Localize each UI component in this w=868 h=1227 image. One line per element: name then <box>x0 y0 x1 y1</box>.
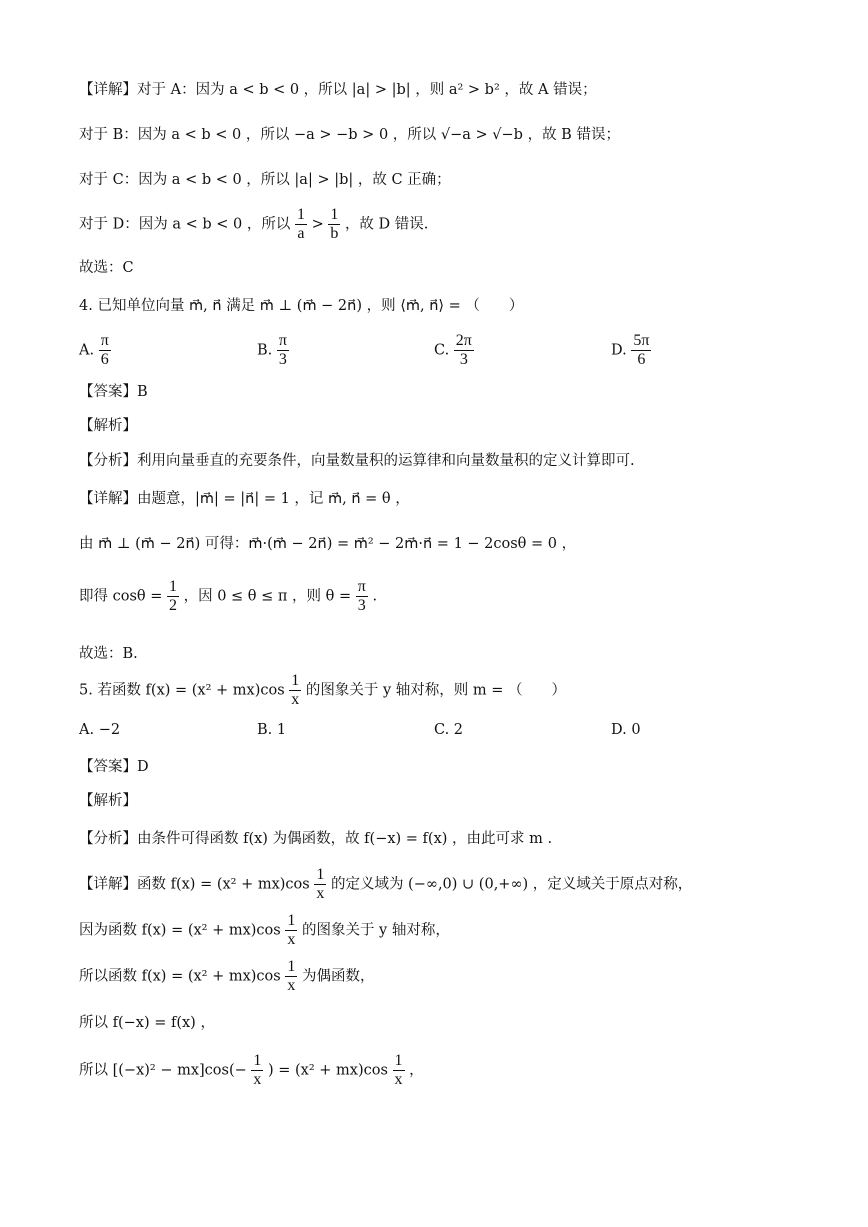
fraction-denominator: x <box>291 691 300 708</box>
detail-4c-suffix: . <box>372 588 378 605</box>
answer-5: 【答案】D <box>79 759 149 775</box>
fraction-one-half <box>167 578 179 615</box>
fraction-1-over-x <box>289 672 301 709</box>
question-5-prefix: 5. 若函数 f(x) = (x² + mx)cos <box>79 682 285 699</box>
fraction-numerator: π <box>357 578 366 595</box>
detail-4c <box>79 578 377 615</box>
detail-5a <box>79 866 692 903</box>
fraction-denominator: x <box>253 1071 262 1088</box>
option-fraction <box>454 332 474 369</box>
fraction-numerator: 1 <box>287 912 296 929</box>
detail-b: 对于 B：因为 a < b < 0 ，所以 −a > −b > 0 ，所以 √−a > √−b ，故 B 错误； <box>79 127 620 143</box>
question-5-suffix: 的图象关于 y 轴对称，则 m = （ ） <box>305 682 567 699</box>
option-label: B. <box>257 342 273 359</box>
detail-4c-prefix: 即得 cosθ = <box>79 588 163 605</box>
fraction-numerator: 1 <box>253 1052 262 1069</box>
fraction-1-over-a <box>295 206 307 243</box>
fraction-numerator: π <box>278 332 287 349</box>
fraction-numerator: 1 <box>330 206 339 223</box>
analysis-heading-5: 【解析】 <box>79 793 137 809</box>
detail-d-suffix: ，故 D 错误. <box>344 216 429 233</box>
option-4c <box>434 332 474 369</box>
fraction-denominator: 3 <box>278 351 287 368</box>
analysis-5: 【分析】由条件可得函数 f(x) 为偶函数，故 f(−x) = f(x) ，由此可求 m . <box>79 831 553 847</box>
detail-5c-prefix: 所以函数 f(x) = (x² + mx)cos <box>79 968 281 985</box>
detail-5b-suffix: 的图象关于 y 轴对称， <box>301 922 450 939</box>
fraction-denominator: b <box>330 225 339 242</box>
fraction-denominator: a <box>297 225 305 242</box>
fraction-denominator: 3 <box>357 597 366 614</box>
option-5a: A. −2 <box>79 722 121 738</box>
fraction-denominator: 6 <box>100 351 109 368</box>
option-4d <box>611 332 651 369</box>
detail-4a: 【详解】由题意，|m⃗| = |n⃗| = 1 ，记 m⃗, n⃗ = θ ， <box>79 491 410 507</box>
detail-c: 对于 C：因为 a < b < 0 ，所以 |a| > |b| ，故 C 正确； <box>79 172 451 188</box>
option-4a <box>79 332 111 369</box>
fraction-1-over-x <box>285 958 297 995</box>
fraction-denominator: x <box>394 1071 403 1088</box>
fraction-numerator: 1 <box>287 958 296 975</box>
fraction-1-over-x <box>285 912 297 949</box>
detail-5e-middle: ) = (x² + mx)cos <box>268 1062 388 1079</box>
option-5b: B. 1 <box>257 722 287 738</box>
detail-d-prefix: 对于 D：因为 a < b < 0 ，所以 <box>79 216 291 233</box>
detail-5b <box>79 912 450 949</box>
option-fraction <box>99 332 111 369</box>
option-5c: C. 2 <box>434 722 464 738</box>
fraction-denominator: x <box>316 885 325 902</box>
detail-5c <box>79 958 374 995</box>
analysis-4: 【分析】利用向量垂直的充要条件，向量数量积的运算律和向量数量积的定义计算即可. <box>79 453 635 469</box>
fraction-numerator: 5π <box>633 332 650 349</box>
detail-5c-suffix: 为偶函数， <box>301 968 375 985</box>
option-label: D. <box>611 342 627 359</box>
detail-4c-middle: ，因 0 ≤ θ ≤ π ，则 θ = <box>183 588 352 605</box>
fraction-denominator: x <box>287 977 296 994</box>
fraction-numerator: 1 <box>316 866 325 883</box>
choose-b: 故选：B. <box>79 646 138 662</box>
detail-5a-suffix: 的定义域为 (−∞,0) ∪ (0,+∞) ，定义域关于原点对称， <box>330 876 693 893</box>
fraction-1-over-x <box>393 1052 405 1089</box>
detail-5e-prefix: 所以 [(−x)² − mx]cos(− <box>79 1062 247 1079</box>
fraction-1-over-x <box>251 1052 263 1089</box>
fraction-numerator: 1 <box>296 206 305 223</box>
option-label: A. <box>79 342 95 359</box>
answer-4: 【答案】B <box>79 384 148 400</box>
fraction-1-over-x <box>314 866 326 903</box>
detail-4b: 由 m⃗ ⊥ (m⃗ − 2n⃗) 可得：m⃗·(m⃗ − 2n⃗) = m⃗² − 2m⃗·n⃗ = 1 − 2cosθ = 0 ， <box>79 536 577 552</box>
detail-5e <box>79 1052 424 1089</box>
analysis-heading-4: 【解析】 <box>79 418 137 434</box>
fraction-denominator: x <box>287 931 296 948</box>
detail-5a-prefix: 【详解】函数 f(x) = (x² + mx)cos <box>79 876 310 893</box>
detail-5d: 所以 f(−x) = f(x) ， <box>79 1015 215 1031</box>
option-4b <box>257 332 289 369</box>
fraction-numerator: 2π <box>455 332 472 349</box>
detail-a: 【详解】对于 A：因为 a < b < 0 ，所以 |a| > |b| ，则 a² > b² ，故 A 错误； <box>79 82 597 98</box>
question-4: 4. 已知单位向量 m⃗, n⃗ 满足 m⃗ ⊥ (m⃗ − 2n⃗) ，则 ⟨m⃗, n⃗⟩ = （ ） <box>79 298 524 314</box>
fraction-numerator: 1 <box>169 578 177 595</box>
fraction-denominator: 3 <box>459 351 468 368</box>
fraction-denominator: 6 <box>637 351 646 368</box>
fraction-1-over-b <box>328 206 340 243</box>
fraction-numerator: π <box>100 332 109 349</box>
fraction-numerator: 1 <box>291 672 300 689</box>
option-5d: D. 0 <box>611 722 641 738</box>
option-fraction <box>631 332 651 369</box>
detail-5e-suffix: ， <box>409 1062 424 1079</box>
detail-d: 对于 D：因为 a < b < 0 ，所以 $\frac{1}{a}$ > $\frac{1}{b}$ ，故 D 错误. <box>79 206 429 242</box>
option-fraction <box>277 332 289 369</box>
option-label: C. <box>434 342 450 359</box>
detail-5b-prefix: 因为函数 f(x) = (x² + mx)cos <box>79 922 281 939</box>
fraction-denominator: 2 <box>169 597 177 614</box>
fraction-numerator: 1 <box>394 1052 403 1069</box>
choose-c: 故选：C <box>79 260 134 276</box>
fraction-pi-over-3 <box>356 578 368 615</box>
question-5 <box>79 672 566 709</box>
